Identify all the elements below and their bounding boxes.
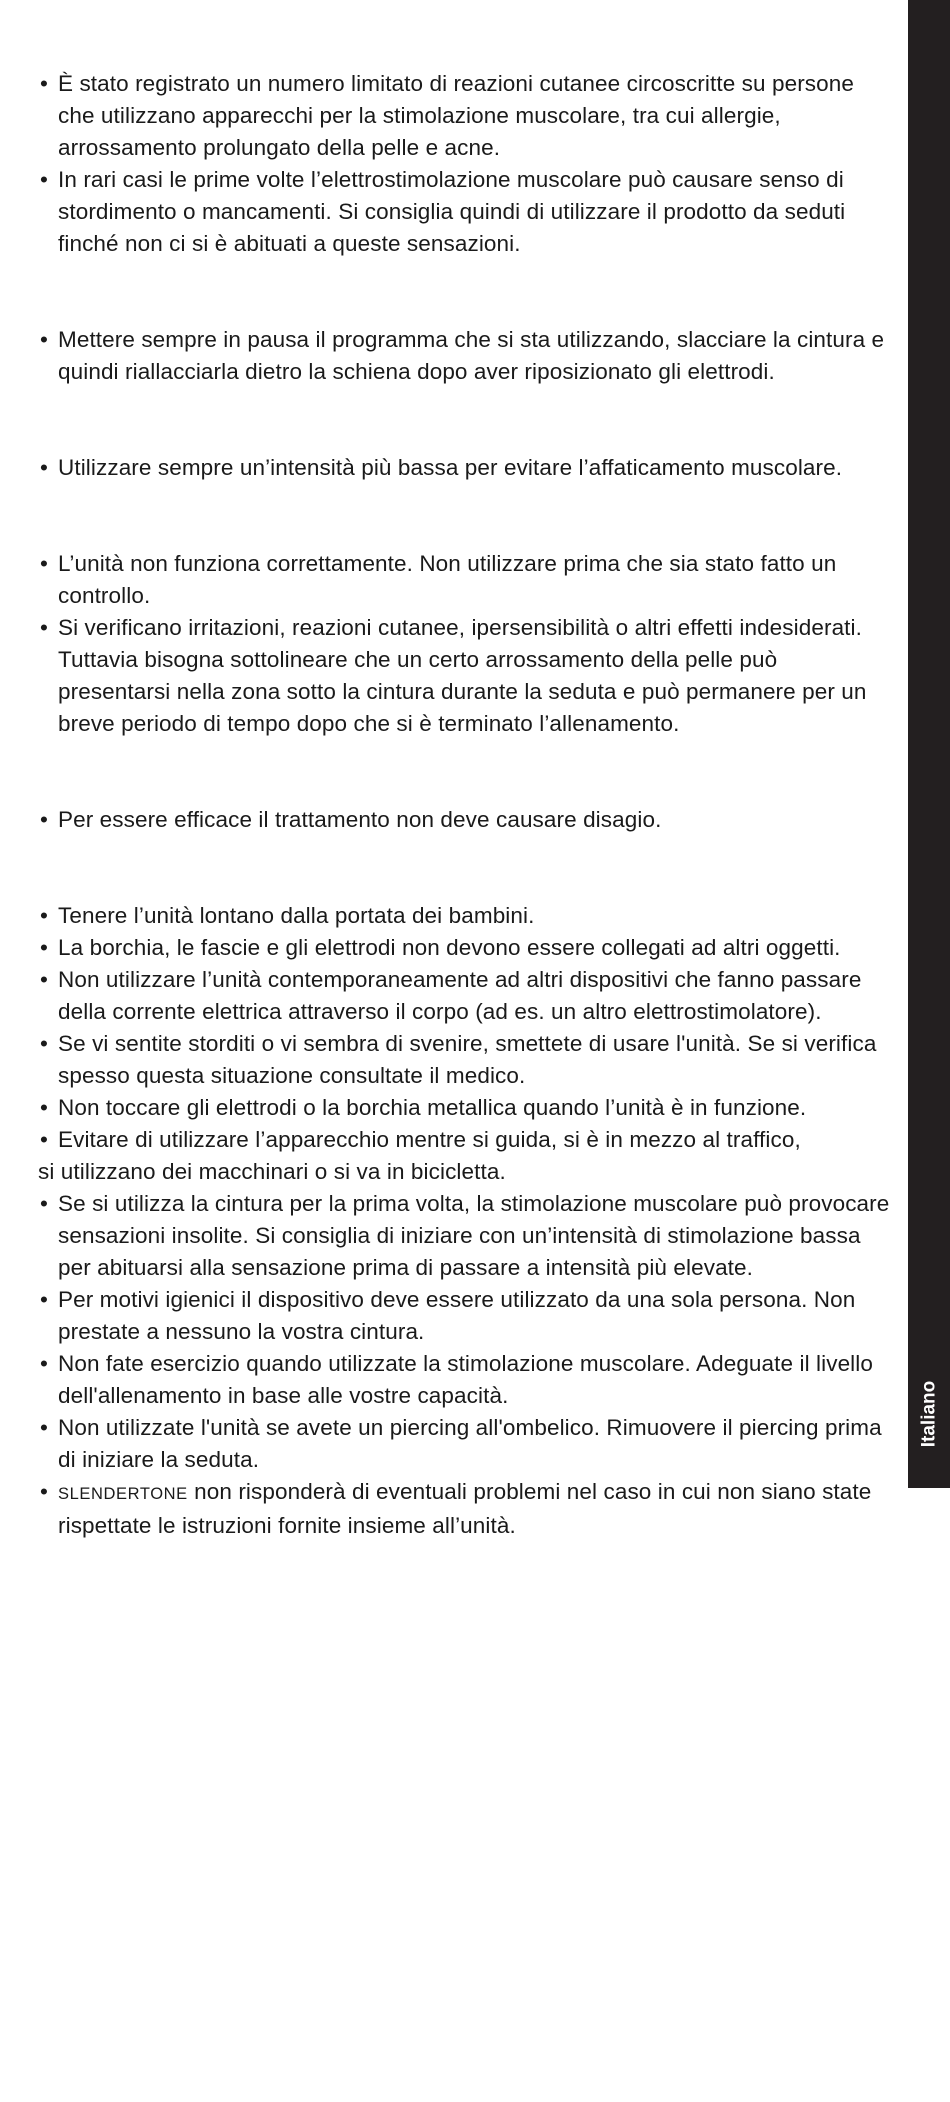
repositioning-section [38, 324, 890, 388]
document-body [38, 68, 890, 1542]
brand-statement: non risponderà di eventuali problemi nel caso in cui non siano state rispettate le istruzioni fornite insieme all’unità. [58, 1479, 872, 1538]
intensity-section [38, 452, 890, 484]
list-item: • Per essere efficace il trattamento non deve causare disagio. [38, 804, 890, 836]
list-item: • Non utilizzare l’unità contemporaneamente ad altri dispositivi che fanno passare della corrente elettrica attraverso il corpo (ad es. un altro elettrostimolatore). [38, 964, 890, 1028]
list-item: • L’unità non funziona correttamente. Non utilizzare prima che sia stato fatto un controllo. [38, 548, 890, 612]
list-item: • Se si utilizza la cintura per la prima volta, la stimolazione muscolare può provocare sensazioni insolite. Si consiglia di iniziare con un’intensità di stimolazione bassa per abituarsi alla sensazione prima di passare a intensità più elevate. [38, 1188, 890, 1284]
list-item: • Si verificano irritazioni, reazioni cutanee, ipersensibilità o altri effetti indesiderati. Tuttavia bisogna sottolineare che un certo arrossamento della pelle può presentarsi nella zona sotto la cintura durante la seduta e può permanere per un breve periodo di tempo dopo che si è terminato l’allenamento. [38, 612, 890, 740]
comfort-section [38, 804, 890, 836]
list-item: • Non fate esercizio quando utilizzate la stimolazione muscolare. Adeguate il livello dell'allenamento in base alle vostre capacità. [38, 1348, 890, 1412]
traffic-rest-line: si utilizzano dei macchinari o si va in bicicletta. [38, 1159, 506, 1184]
list-item: • Tenere l’unità lontano dalla portata dei bambini. [38, 900, 890, 932]
list-item: • È stato registrato un numero limitato di reazioni cutanee circoscritte su persone che utilizzano apparecchi per la stimolazione muscolare, tra cui allergie, arrossamento prolungato della pelle e acne. [38, 68, 890, 164]
list-item-brand [38, 1476, 890, 1542]
list-item: • Non toccare gli elettrodi o la borchia metallica quando l’unità è in funzione. [38, 1092, 890, 1124]
warnings-section [38, 900, 890, 1542]
list-item: • Mettere sempre in pausa il programma che si sta utilizzando, slacciare la cintura e quindi riallacciarla dietro la schiena dopo aver riposizionato gli elettrodi. [38, 324, 890, 388]
language-label-wrapper [908, 1368, 950, 1460]
language-side-tab [908, 0, 950, 1488]
list-item: • La borchia, le fascie e gli elettrodi non devono essere collegati ad altri oggetti. [38, 932, 890, 964]
list-item-traffic [38, 1124, 890, 1188]
list-item: • Non utilizzate l'unità se avete un piercing all'ombelico. Rimuovere il piercing prima di iniziare la seduta. [38, 1412, 890, 1476]
language-label: Italiano [918, 1380, 940, 1448]
list-item: • Utilizzare sempre un’intensità più bassa per evitare l’affaticamento muscolare. [38, 452, 890, 484]
brand-name: SLENDERTONE [58, 1485, 188, 1503]
stop-use-section [38, 548, 890, 740]
traffic-first-line: Evitare di utilizzare l’apparecchio mentre si guida, si è in mezzo al traffico, [58, 1127, 801, 1152]
list-item: • In rari casi le prime volte l’elettrostimolazione muscolare può causare senso di stordimento o mancamenti. Si consiglia quindi di utilizzare il prodotto da seduti finché non ci si è abituati a queste sensazioni. [38, 164, 890, 260]
side-effects-section [38, 68, 890, 260]
list-item: • Se vi sentite storditi o vi sembra di svenire, smettete di usare l'unità. Se si verifica spesso questa situazione consultate il medico. [38, 1028, 890, 1092]
list-item: • Per motivi igienici il dispositivo deve essere utilizzato da una sola persona. Non prestate a nessuno la vostra cintura. [38, 1284, 890, 1348]
